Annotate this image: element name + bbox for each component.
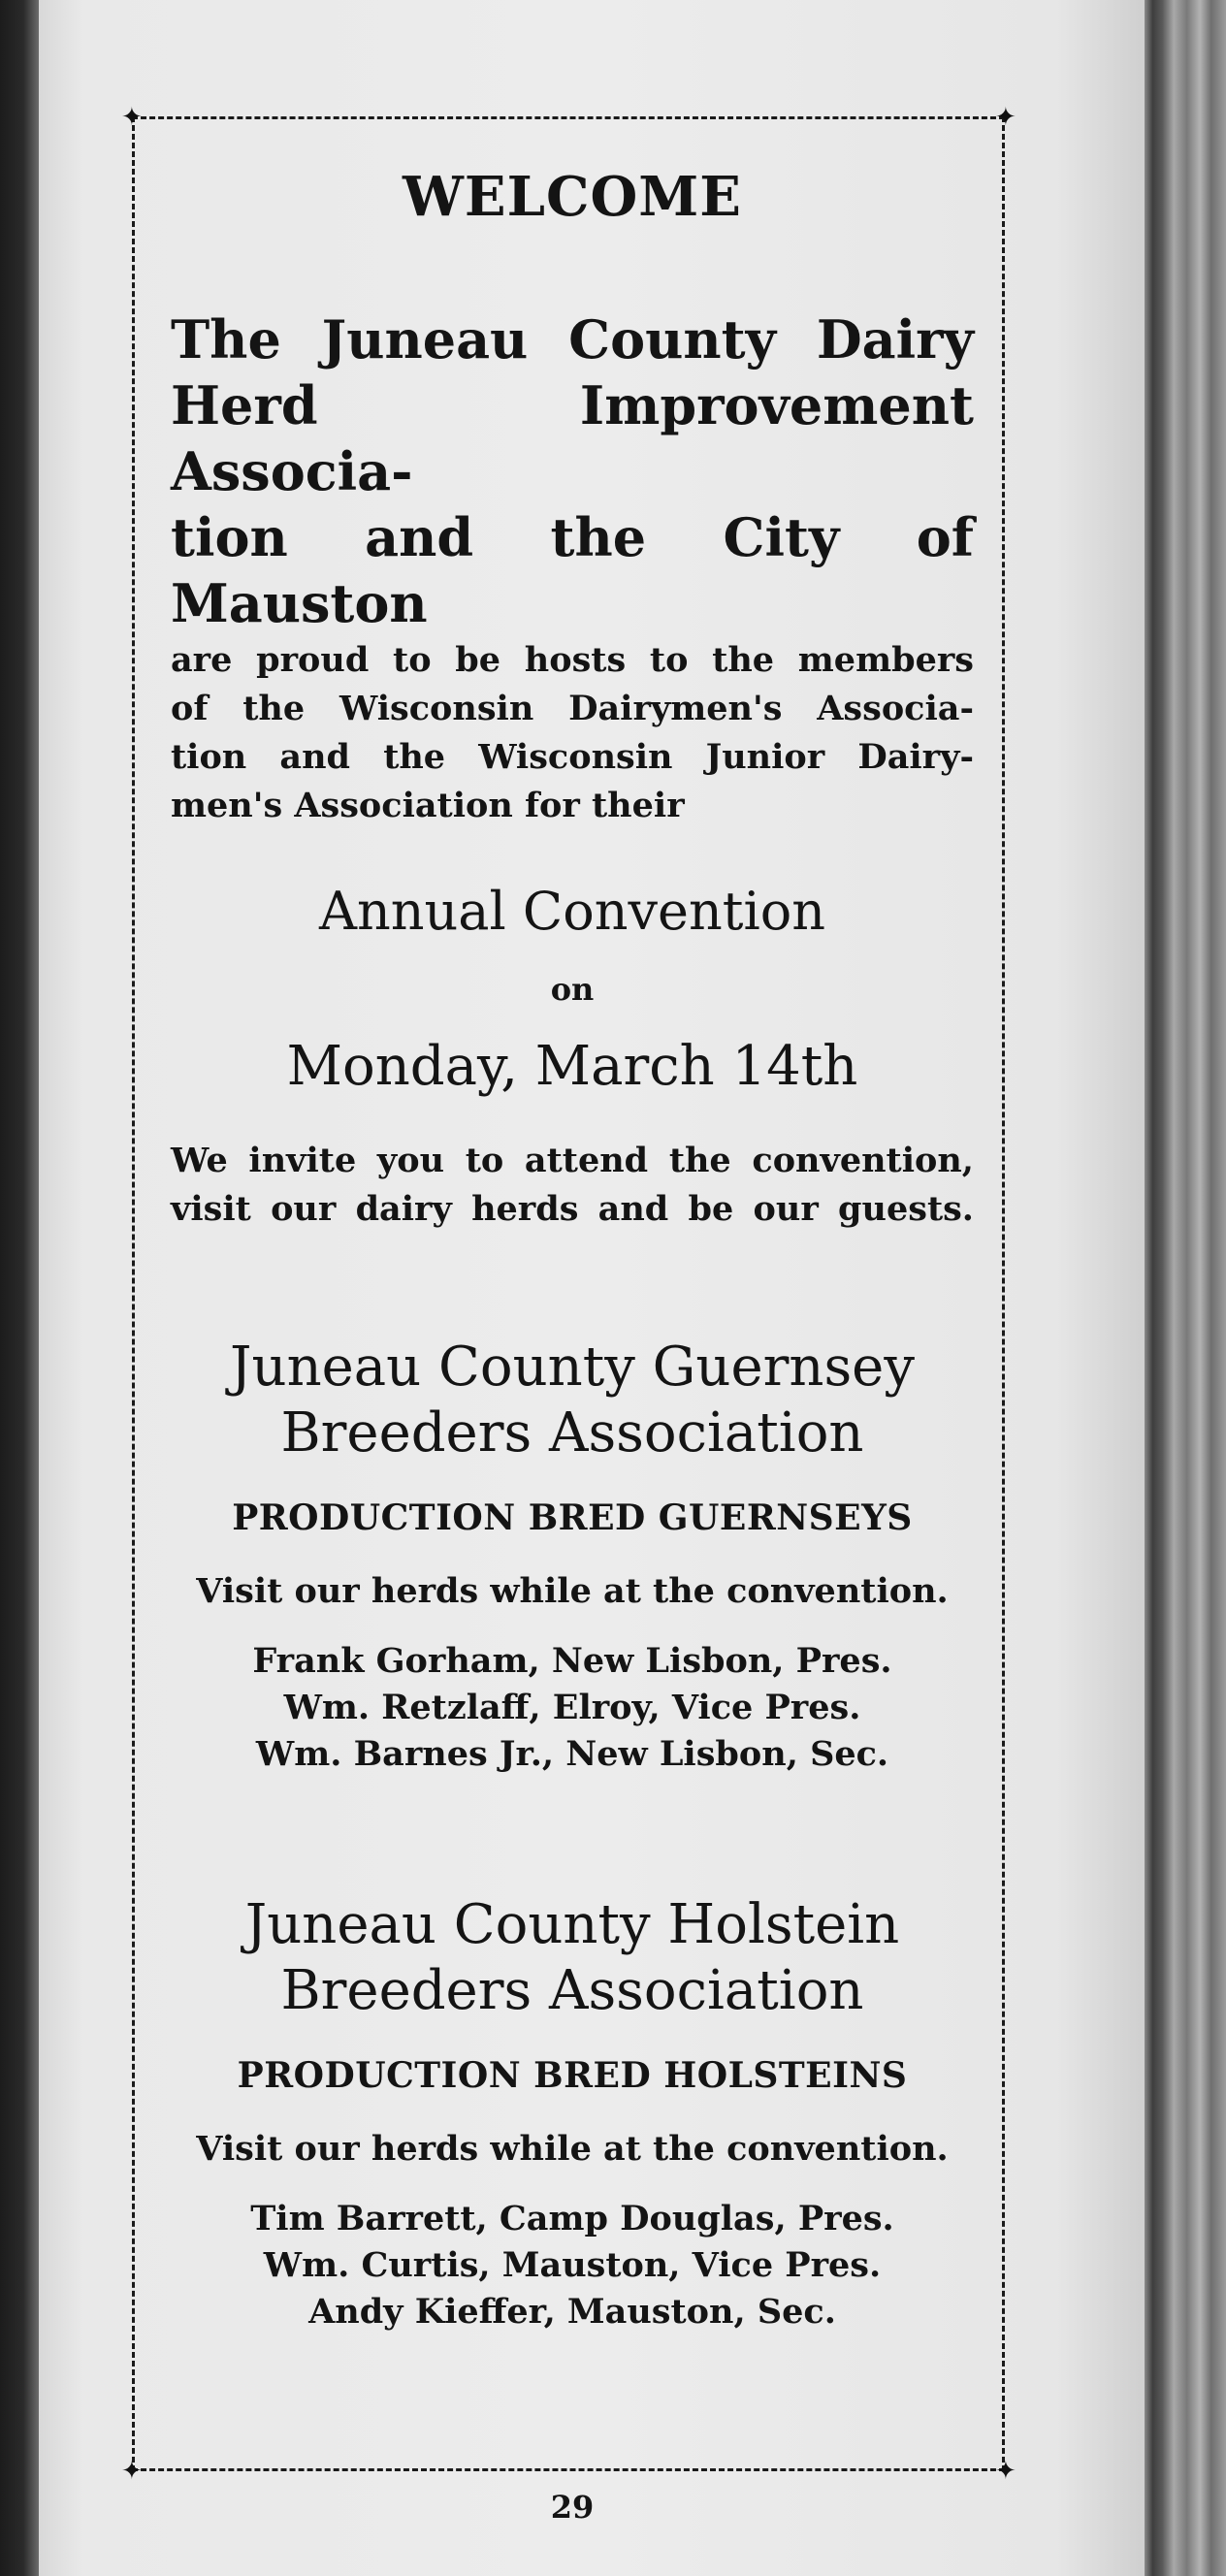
event-title: Annual Convention [318,881,826,942]
invitation-text [171,1137,974,1234]
ornament-corner-icon: ✦ [121,103,143,132]
officer-line: Andy Kieffer, Mauston, Sec. [308,2292,836,2332]
ornament-corner-icon: ✦ [995,103,1016,132]
officer-line: Tim Barrett, Camp Douglas, Pres. [250,2199,894,2238]
event-date: Monday, March 14th [286,1035,858,1098]
hosts-heading-line: The Juneau County Dairy [171,308,974,370]
guernsey-officers [171,1638,974,1778]
invitation-line: We invite you to attend the convention, [171,1141,974,1180]
hosts-paragraph-line: tion and the Wisconsin Junior Dairy- [171,737,974,777]
hosts-heading-line: Herd Improvement Associa- [171,374,974,502]
guernsey-association-name [171,1335,974,1466]
ornament-corner-icon: ✦ [121,2457,143,2486]
association-name-line: Juneau County Guernsey [230,1336,915,1399]
advertisement-content [171,155,974,2335]
officer-line: Frank Gorham, New Lisbon, Pres. [252,1641,892,1681]
invitation-line: visit our dairy herds and be our guests. [171,1189,974,1229]
hosts-paragraph-line: are proud to be hosts to the members [171,640,974,680]
association-name-line: Juneau County Holstein [244,1893,900,1956]
officer-line: Wm. Retzlaff, Elroy, Vice Pres. [283,1688,861,1727]
guernsey-visit-text: Visit our herds while at the convention. [196,1571,949,1611]
guernsey-tagline: PRODUCTION BRED GUERNSEYS [232,1497,913,1538]
event-on: on [550,971,595,1008]
page-number: 29 [550,2489,595,2526]
officer-line: Wm. Curtis, Mauston, Vice Pres. [263,2245,882,2285]
hosts-heading-line: tion and the City of Mauston [171,506,974,634]
hosts-paragraph-line: of the Wisconsin Dairymen's Associa- [171,689,974,728]
association-name-line: Breeders Association [280,1401,864,1465]
holstein-visit-text: Visit our herds while at the convention. [196,2129,949,2169]
book-binding-left [0,0,39,2576]
holstein-association-name [171,1892,974,2024]
hosts-paragraph [171,636,974,830]
book-spine-right [1145,0,1226,2576]
association-name-line: Breeders Association [280,1959,864,2022]
welcome-heading: WELCOME [403,165,742,229]
hosts-heading [171,306,974,636]
holstein-tagline: PRODUCTION BRED HOLSTEINS [237,2055,908,2096]
officer-line: Wm. Barnes Jr., New Lisbon, Sec. [255,1734,889,1774]
ornament-corner-icon: ✦ [995,2457,1016,2486]
hosts-paragraph-line: men's Association for their [171,786,685,825]
holstein-officers [171,2196,974,2335]
